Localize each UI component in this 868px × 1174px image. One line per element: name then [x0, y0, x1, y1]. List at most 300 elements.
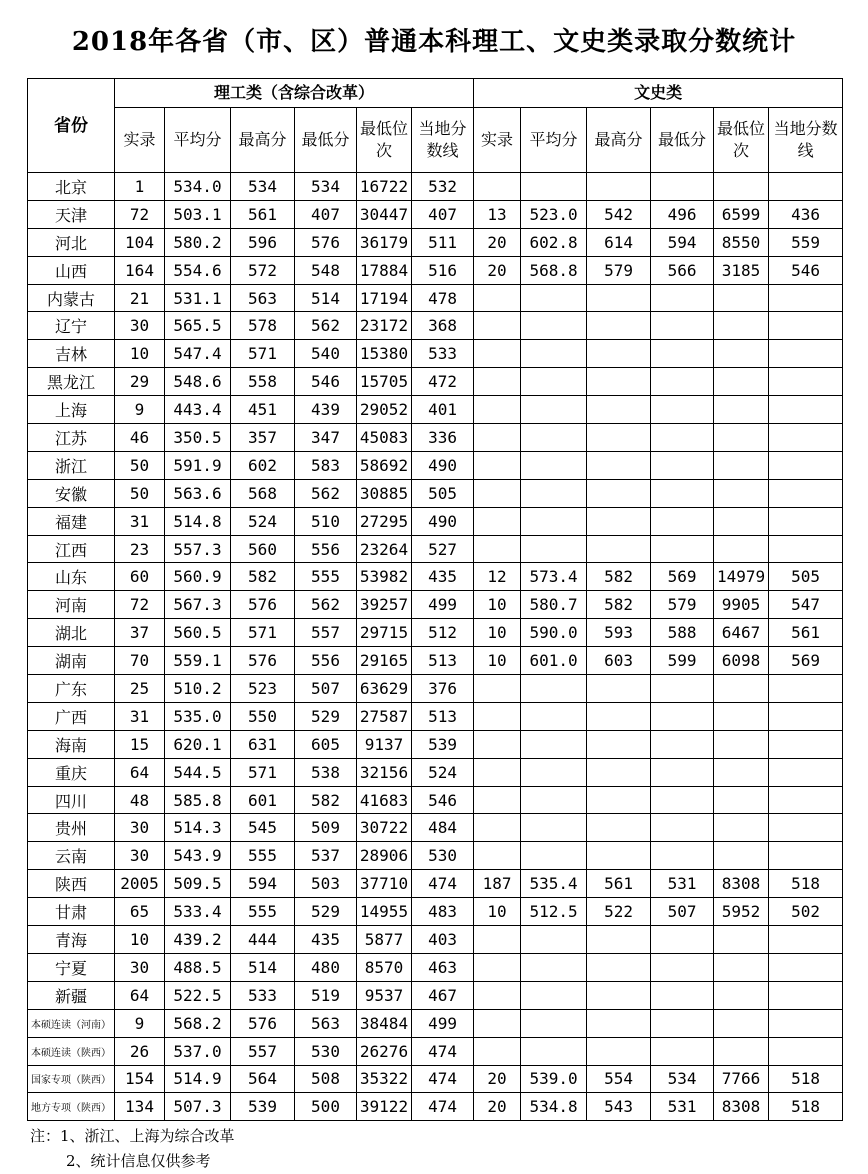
science-value-cell: 28906 [357, 842, 412, 870]
arts-value-cell [714, 842, 769, 870]
science-value-cell: 64 [115, 981, 165, 1009]
arts-value-cell [587, 981, 651, 1009]
arts-value-cell [521, 479, 587, 507]
arts-value-cell [714, 758, 769, 786]
arts-value-cell [651, 1009, 714, 1037]
column-header: 最高分 [587, 108, 651, 173]
arts-value-cell [474, 451, 521, 479]
science-value-cell: 10 [115, 340, 165, 368]
science-value-cell: 26 [115, 1037, 165, 1065]
science-value-cell: 435 [295, 926, 357, 954]
province-cell: 四川 [28, 786, 115, 814]
arts-value-cell: 543 [587, 1093, 651, 1121]
science-value-cell: 556 [295, 647, 357, 675]
science-value-cell: 15705 [357, 368, 412, 396]
arts-value-cell [651, 926, 714, 954]
arts-value-cell [587, 368, 651, 396]
arts-value-cell: 582 [587, 563, 651, 591]
table-row [28, 730, 843, 758]
science-value-cell: 563 [295, 1009, 357, 1037]
arts-value-cell [474, 814, 521, 842]
arts-value-cell: 569 [651, 563, 714, 591]
province-cell: 湖北 [28, 619, 115, 647]
science-value-cell: 591.9 [165, 451, 231, 479]
arts-value-cell: 20 [474, 1093, 521, 1121]
science-value-cell: 555 [231, 898, 295, 926]
science-value-cell: 15 [115, 730, 165, 758]
science-value-cell: 478 [412, 284, 474, 312]
arts-value-cell [651, 340, 714, 368]
science-value-cell: 29052 [357, 396, 412, 424]
science-value-cell: 509 [295, 814, 357, 842]
arts-value-cell [521, 953, 587, 981]
science-value-cell: 37 [115, 619, 165, 647]
science-value-cell: 548.6 [165, 368, 231, 396]
science-value-cell: 23 [115, 535, 165, 563]
arts-value-cell: 187 [474, 870, 521, 898]
arts-value-cell [587, 1037, 651, 1065]
science-value-cell: 511 [412, 228, 474, 256]
science-value-cell: 463 [412, 953, 474, 981]
arts-value-cell [587, 535, 651, 563]
science-value-cell: 534 [231, 173, 295, 201]
table-row [28, 898, 843, 926]
arts-value-cell [587, 842, 651, 870]
science-value-cell: 72 [115, 200, 165, 228]
table-row [28, 396, 843, 424]
science-value-cell: 480 [295, 953, 357, 981]
science-value-cell: 561 [231, 200, 295, 228]
province-cell: 内蒙古 [28, 284, 115, 312]
arts-value-cell: 523.0 [521, 200, 587, 228]
science-value-cell: 527 [412, 535, 474, 563]
science-value-cell: 563 [231, 284, 295, 312]
arts-value-cell [769, 535, 843, 563]
column-header: 最低位次 [714, 108, 769, 173]
province-cell: 吉林 [28, 340, 115, 368]
arts-value-cell [651, 173, 714, 201]
table-row [28, 619, 843, 647]
arts-value-cell [651, 479, 714, 507]
science-value-cell: 571 [231, 619, 295, 647]
arts-value-cell [521, 758, 587, 786]
science-value-cell: 537 [295, 842, 357, 870]
science-value-cell: 31 [115, 507, 165, 535]
science-value-cell: 519 [295, 981, 357, 1009]
science-value-cell: 505 [412, 479, 474, 507]
province-cell: 湖南 [28, 647, 115, 675]
science-value-cell: 30 [115, 814, 165, 842]
science-value-cell: 516 [412, 256, 474, 284]
arts-value-cell [651, 535, 714, 563]
science-value-cell: 576 [295, 228, 357, 256]
science-value-cell: 539 [412, 730, 474, 758]
science-value-cell: 568 [231, 479, 295, 507]
science-value-cell: 474 [412, 1093, 474, 1121]
table-row [28, 479, 843, 507]
arts-value-cell [521, 842, 587, 870]
arts-value-cell [474, 758, 521, 786]
science-value-cell: 46 [115, 424, 165, 452]
science-value-cell: 30 [115, 312, 165, 340]
arts-value-cell [651, 312, 714, 340]
province-cell: 河南 [28, 591, 115, 619]
arts-value-cell: 3185 [714, 256, 769, 284]
arts-value-cell [651, 814, 714, 842]
arts-value-cell [769, 424, 843, 452]
province-cell: 山东 [28, 563, 115, 591]
table-row [28, 786, 843, 814]
science-value-cell: 407 [412, 200, 474, 228]
science-value-cell: 30 [115, 842, 165, 870]
science-value-cell: 451 [231, 396, 295, 424]
arts-value-cell [521, 451, 587, 479]
science-value-cell: 562 [295, 591, 357, 619]
arts-value-cell [651, 786, 714, 814]
science-value-cell: 154 [115, 1065, 165, 1093]
arts-value-cell: 7766 [714, 1065, 769, 1093]
arts-value-cell: 531 [651, 1093, 714, 1121]
table-row [28, 702, 843, 730]
science-value-cell: 29715 [357, 619, 412, 647]
table-row [28, 1037, 843, 1065]
science-value-cell: 557.3 [165, 535, 231, 563]
science-value-cell: 23264 [357, 535, 412, 563]
science-value-cell: 562 [295, 312, 357, 340]
science-value-cell: 104 [115, 228, 165, 256]
province-cell: 贵州 [28, 814, 115, 842]
arts-value-cell [521, 981, 587, 1009]
table-row [28, 758, 843, 786]
science-value-cell: 507.3 [165, 1093, 231, 1121]
arts-value-cell [587, 675, 651, 703]
science-value-cell: 27295 [357, 507, 412, 535]
arts-value-cell [587, 730, 651, 758]
column-header: 平均分 [521, 108, 587, 173]
science-value-cell: 576 [231, 591, 295, 619]
province-cell: 国家专项（陕西） [28, 1065, 115, 1093]
arts-value-cell: 512.5 [521, 898, 587, 926]
arts-value-cell: 573.4 [521, 563, 587, 591]
arts-value-cell [474, 396, 521, 424]
science-value-cell: 534.0 [165, 173, 231, 201]
arts-value-cell: 518 [769, 1093, 843, 1121]
science-value-cell: 564 [231, 1065, 295, 1093]
province-cell: 福建 [28, 507, 115, 535]
column-header: 当地分数线 [412, 108, 474, 173]
table-row [28, 535, 843, 563]
arts-value-cell [769, 953, 843, 981]
arts-value-cell: 561 [587, 870, 651, 898]
arts-value-cell: 579 [651, 591, 714, 619]
arts-value-cell: 546 [769, 256, 843, 284]
arts-value-cell: 547 [769, 591, 843, 619]
science-value-cell: 568.2 [165, 1009, 231, 1037]
province-header: 省份 [28, 79, 115, 173]
arts-value-cell: 8308 [714, 1093, 769, 1121]
arts-value-cell: 14979 [714, 563, 769, 591]
table-row [28, 228, 843, 256]
arts-value-cell: 10 [474, 898, 521, 926]
science-value-cell: 582 [231, 563, 295, 591]
science-value-cell: 578 [231, 312, 295, 340]
arts-value-cell: 10 [474, 619, 521, 647]
science-value-cell: 484 [412, 814, 474, 842]
arts-value-cell: 518 [769, 870, 843, 898]
arts-value-cell: 496 [651, 200, 714, 228]
arts-value-cell [474, 312, 521, 340]
column-header: 实录 [115, 108, 165, 173]
science-value-cell: 532 [412, 173, 474, 201]
arts-value-cell [474, 173, 521, 201]
table-row [28, 256, 843, 284]
arts-value-cell [769, 396, 843, 424]
arts-value-cell [474, 368, 521, 396]
science-value-cell: 514 [231, 953, 295, 981]
arts-value-cell [714, 814, 769, 842]
science-value-cell: 39257 [357, 591, 412, 619]
science-value-cell: 514 [295, 284, 357, 312]
arts-value-cell [714, 981, 769, 1009]
arts-value-cell [769, 1009, 843, 1037]
arts-value-cell [651, 396, 714, 424]
arts-value-cell [587, 173, 651, 201]
science-value-cell: 17194 [357, 284, 412, 312]
arts-value-cell [521, 814, 587, 842]
column-header: 实录 [474, 108, 521, 173]
arts-value-cell: 566 [651, 256, 714, 284]
science-value-cell: 63629 [357, 675, 412, 703]
arts-value-cell [769, 284, 843, 312]
science-value-cell: 567.3 [165, 591, 231, 619]
science-value-cell: 37710 [357, 870, 412, 898]
science-value-cell: 572 [231, 256, 295, 284]
arts-value-cell [651, 702, 714, 730]
arts-value-cell [714, 507, 769, 535]
table-row [28, 424, 843, 452]
arts-value-cell [521, 424, 587, 452]
science-value-cell: 41683 [357, 786, 412, 814]
arts-value-cell [769, 981, 843, 1009]
province-cell: 云南 [28, 842, 115, 870]
arts-value-cell [474, 702, 521, 730]
arts-value-cell [587, 424, 651, 452]
science-value-cell: 72 [115, 591, 165, 619]
science-value-cell: 546 [295, 368, 357, 396]
arts-value-cell [714, 396, 769, 424]
arts-value-cell: 6467 [714, 619, 769, 647]
science-value-cell: 605 [295, 730, 357, 758]
arts-value-cell [474, 953, 521, 981]
arts-value-cell [521, 926, 587, 954]
science-value-cell: 512 [412, 619, 474, 647]
science-value-cell: 50 [115, 479, 165, 507]
science-value-cell: 547.4 [165, 340, 231, 368]
province-cell: 北京 [28, 173, 115, 201]
province-cell: 广西 [28, 702, 115, 730]
arts-value-cell: 13 [474, 200, 521, 228]
science-value-cell: 58692 [357, 451, 412, 479]
arts-value-cell [769, 173, 843, 201]
arts-value-cell [769, 814, 843, 842]
science-value-cell: 533 [231, 981, 295, 1009]
arts-value-cell [769, 758, 843, 786]
science-value-cell: 9537 [357, 981, 412, 1009]
arts-value-cell [769, 507, 843, 535]
table-row [28, 926, 843, 954]
table-row [28, 953, 843, 981]
arts-value-cell [474, 786, 521, 814]
science-value-cell: 543.9 [165, 842, 231, 870]
science-value-cell: 535.0 [165, 702, 231, 730]
science-value-cell: 31 [115, 702, 165, 730]
science-value-cell: 544.5 [165, 758, 231, 786]
arts-value-cell [474, 340, 521, 368]
arts-value-cell: 588 [651, 619, 714, 647]
science-value-cell: 60 [115, 563, 165, 591]
science-value-cell: 594 [231, 870, 295, 898]
arts-value-cell [769, 842, 843, 870]
arts-value-cell [651, 758, 714, 786]
table-row [28, 1009, 843, 1037]
arts-value-cell [587, 396, 651, 424]
science-value-cell: 531.1 [165, 284, 231, 312]
arts-value-cell [714, 786, 769, 814]
arts-value-cell: 436 [769, 200, 843, 228]
science-value-cell: 500 [295, 1093, 357, 1121]
science-value-cell: 10 [115, 926, 165, 954]
science-value-cell: 563.6 [165, 479, 231, 507]
science-value-cell: 472 [412, 368, 474, 396]
arts-value-cell: 559 [769, 228, 843, 256]
science-value-cell: 582 [295, 786, 357, 814]
science-value-cell: 9 [115, 1009, 165, 1037]
science-value-cell: 556 [295, 535, 357, 563]
province-cell: 新疆 [28, 981, 115, 1009]
science-value-cell: 557 [295, 619, 357, 647]
science-value-cell: 435 [412, 563, 474, 591]
arts-value-cell: 580.7 [521, 591, 587, 619]
arts-value-cell: 539.0 [521, 1065, 587, 1093]
arts-value-cell: 579 [587, 256, 651, 284]
science-value-cell: 357 [231, 424, 295, 452]
science-value-cell: 25 [115, 675, 165, 703]
science-value-cell: 585.8 [165, 786, 231, 814]
arts-value-cell [474, 284, 521, 312]
footnote-1: 注：1、浙江、上海为综合改革 [30, 1127, 235, 1145]
arts-value-cell [651, 953, 714, 981]
arts-value-cell: 20 [474, 228, 521, 256]
province-cell: 青海 [28, 926, 115, 954]
science-value-cell: 524 [412, 758, 474, 786]
arts-value-cell [587, 451, 651, 479]
science-value-cell: 474 [412, 1037, 474, 1065]
science-value-cell: 26276 [357, 1037, 412, 1065]
arts-value-cell [521, 173, 587, 201]
table-body [28, 173, 843, 1121]
science-value-cell: 48 [115, 786, 165, 814]
arts-value-cell [587, 340, 651, 368]
arts-value-cell: 594 [651, 228, 714, 256]
arts-value-cell: 8550 [714, 228, 769, 256]
province-cell: 山西 [28, 256, 115, 284]
column-header: 最低位次 [357, 108, 412, 173]
science-value-cell: 530 [412, 842, 474, 870]
arts-value-cell [587, 312, 651, 340]
science-value-cell: 522.5 [165, 981, 231, 1009]
arts-value-cell [651, 1037, 714, 1065]
arts-value-cell [474, 507, 521, 535]
science-value-cell: 580.2 [165, 228, 231, 256]
science-value-cell: 336 [412, 424, 474, 452]
science-value-cell: 39122 [357, 1093, 412, 1121]
science-value-cell: 533 [412, 340, 474, 368]
table-row [28, 981, 843, 1009]
arts-value-cell [521, 702, 587, 730]
science-value-cell: 14955 [357, 898, 412, 926]
science-value-cell: 533.4 [165, 898, 231, 926]
table-row [28, 591, 843, 619]
province-cell: 宁夏 [28, 953, 115, 981]
column-header: 最低分 [651, 108, 714, 173]
province-cell: 辽宁 [28, 312, 115, 340]
science-value-cell: 509.5 [165, 870, 231, 898]
science-value-cell: 16722 [357, 173, 412, 201]
arts-value-cell [769, 312, 843, 340]
page-title: 2018年各省（市、区）普通本科理工、文史类录取分数统计 [71, 27, 797, 57]
arts-value-cell [651, 730, 714, 758]
arts-value-cell: 522 [587, 898, 651, 926]
science-value-cell: 499 [412, 1009, 474, 1037]
science-value-cell: 65 [115, 898, 165, 926]
arts-value-cell: 554 [587, 1065, 651, 1093]
science-value-cell: 483 [412, 898, 474, 926]
arts-value-cell: 20 [474, 1065, 521, 1093]
arts-value-cell: 534 [651, 1065, 714, 1093]
science-value-cell: 571 [231, 758, 295, 786]
science-value-cell: 30722 [357, 814, 412, 842]
science-value-cell: 513 [412, 702, 474, 730]
science-value-cell: 2005 [115, 870, 165, 898]
arts-value-cell: 590.0 [521, 619, 587, 647]
table-row [28, 451, 843, 479]
arts-value-cell [714, 953, 769, 981]
table-row [28, 1065, 843, 1093]
arts-value-cell [521, 1037, 587, 1065]
arts-value-cell [587, 786, 651, 814]
arts-value-cell [474, 926, 521, 954]
science-value-cell: 555 [295, 563, 357, 591]
science-value-cell: 30447 [357, 200, 412, 228]
arts-value-cell [587, 814, 651, 842]
science-value-cell: 560.5 [165, 619, 231, 647]
science-value-cell: 620.1 [165, 730, 231, 758]
arts-value-cell: 561 [769, 619, 843, 647]
arts-value-cell [714, 451, 769, 479]
science-value-cell: 401 [412, 396, 474, 424]
science-value-cell: 537.0 [165, 1037, 231, 1065]
arts-value-cell: 6599 [714, 200, 769, 228]
arts-value-cell: 10 [474, 647, 521, 675]
science-value-cell: 513 [412, 647, 474, 675]
arts-value-cell [587, 284, 651, 312]
arts-value-cell [714, 926, 769, 954]
arts-value-cell [474, 424, 521, 452]
science-value-cell: 9 [115, 396, 165, 424]
arts-value-cell [714, 284, 769, 312]
arts-value-cell [714, 1037, 769, 1065]
province-cell: 安徽 [28, 479, 115, 507]
